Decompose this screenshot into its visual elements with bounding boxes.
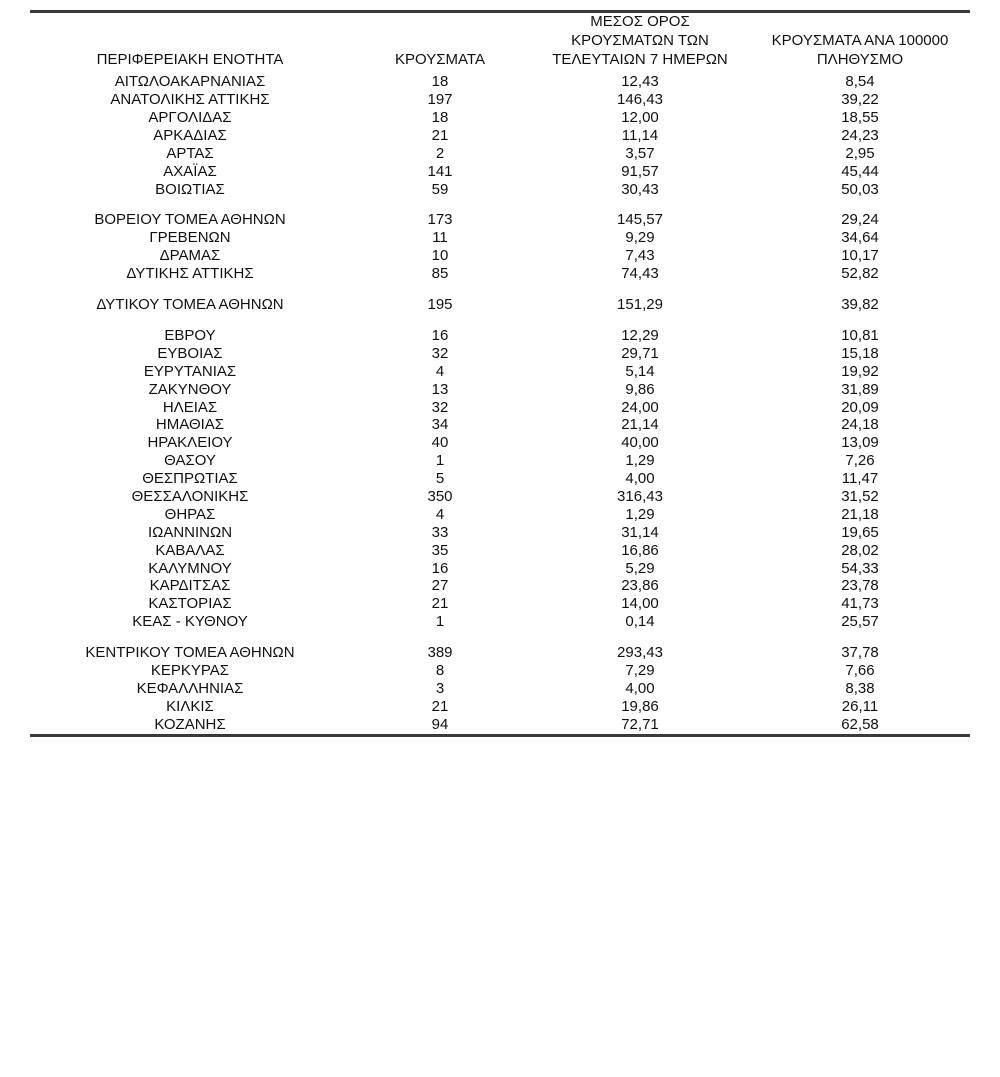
cell-avg7: 31,14	[621, 523, 659, 541]
cell-avg7: 23,86	[621, 577, 659, 595]
cell-per100k: 25,57	[841, 613, 879, 631]
cell-cases: 35	[431, 541, 449, 559]
table-body	[30, 73, 970, 733]
cell-region: ΚΕΝΤΡΙΚΟΥ ΤΟΜΕΑ ΑΘΗΝΩΝ	[85, 644, 295, 662]
cell-avg7: 19,86	[621, 697, 659, 715]
cell-avg7: 91,57	[621, 162, 659, 180]
cell-cases: 94	[431, 715, 449, 733]
cell-cases: 1	[435, 613, 445, 631]
table-row-spacer	[30, 198, 970, 211]
cell-per100k: 24,18	[841, 416, 879, 434]
table-row	[30, 524, 970, 542]
cell-region: ΒΟΙΩΤΙΑΣ	[155, 180, 225, 198]
cell-cases: 40	[431, 434, 449, 452]
table-row	[30, 127, 970, 145]
table-row	[30, 247, 970, 265]
cell-cases: 59	[431, 180, 449, 198]
cell-region: ΚΙΛΚΙΣ	[166, 697, 214, 715]
cell-avg7: 7,43	[625, 247, 655, 265]
cell-per100k: 15,18	[841, 344, 879, 362]
cell-cases: 10	[431, 247, 449, 265]
cell-region: ΑΙΤΩΛΟΑΚΑΡΝΑΝΙΑΣ	[114, 73, 266, 91]
table-row-spacer	[30, 314, 970, 327]
cell-region: ΑΧΑΪΑΣ	[163, 162, 217, 180]
cell-region: ΔΥΤΙΚΟΥ ΤΟΜΕΑ ΑΘΗΝΩΝ	[96, 296, 284, 314]
table-row	[30, 91, 970, 109]
cell-cases: 21	[431, 697, 449, 715]
cell-per100k: 31,89	[841, 380, 879, 398]
table-row	[30, 595, 970, 613]
cell-per100k: 54,33	[841, 559, 879, 577]
cell-avg7: 4,00	[625, 470, 655, 488]
cell-per100k: 20,09	[841, 398, 879, 416]
cell-avg7: 293,43	[617, 644, 663, 662]
cell-per100k: 2,95	[845, 144, 875, 162]
cell-region: ΚΑΛΥΜΝΟΥ	[148, 559, 232, 577]
spacer-cell	[30, 198, 970, 211]
cell-avg7: 7,29	[625, 661, 655, 679]
cell-per100k: 37,78	[841, 644, 879, 662]
cell-region: ΚΕΑΣ - ΚΥΘΝΟΥ	[132, 613, 248, 631]
cell-region: ΘΗΡΑΣ	[164, 505, 216, 523]
cell-region: ΑΡΚΑΔΙΑΣ	[153, 126, 227, 144]
cell-per100k: 11,47	[841, 470, 879, 488]
cell-cases: 32	[431, 344, 449, 362]
cell-cases: 18	[431, 109, 449, 127]
table-row-spacer	[30, 283, 970, 296]
cell-cases: 85	[431, 265, 449, 283]
cell-region: ΘΕΣΣΑΛΟΝΙΚΗΣ	[131, 487, 249, 505]
cell-avg7: 40,00	[621, 434, 659, 452]
cell-per100k: 7,66	[845, 661, 875, 679]
cell-per100k: 7,26	[845, 452, 875, 470]
cell-region: ΗΛΕΙΑΣ	[162, 398, 218, 416]
cell-per100k: 24,23	[841, 126, 879, 144]
cell-cases: 2	[435, 144, 445, 162]
cell-cases: 34	[431, 416, 449, 434]
cell-region: ΗΜΑΘΙΑΣ	[155, 416, 225, 434]
cell-region: ΙΩΑΝΝΙΝΩΝ	[147, 523, 233, 541]
cell-per100k: 10,81	[841, 326, 879, 344]
cell-region: ΚΟΖΑΝΗΣ	[154, 715, 226, 733]
cell-cases: 16	[431, 559, 449, 577]
cell-avg7: 145,57	[617, 211, 663, 229]
table-row	[30, 73, 970, 91]
table-row	[30, 381, 970, 399]
cell-region: ΕΥΒΟΙΑΣ	[157, 344, 223, 362]
cell-cases: 197	[427, 91, 453, 109]
table-row	[30, 363, 970, 381]
cell-cases: 195	[427, 296, 453, 314]
cell-avg7: 0,14	[625, 613, 655, 631]
table-row	[30, 506, 970, 524]
cell-avg7: 9,29	[625, 229, 655, 247]
column-header-cases: ΚΡΟΥΣΜΑΤΑ	[395, 50, 485, 68]
cell-avg7: 74,43	[621, 265, 659, 283]
cell-cases: 21	[431, 595, 449, 613]
cell-per100k: 10,17	[841, 247, 879, 265]
column-header-avg7-line2: ΚΡΟΥΣΜΑΤΩΝ ΤΩΝ	[571, 31, 709, 49]
table-row	[30, 577, 970, 595]
table-row	[30, 145, 970, 163]
cell-region: ΕΒΡΟΥ	[164, 326, 216, 344]
cell-per100k: 26,11	[841, 697, 879, 715]
cell-avg7: 316,43	[617, 487, 663, 505]
cell-per100k: 45,44	[841, 162, 879, 180]
cell-per100k: 52,82	[841, 265, 879, 283]
table-row	[30, 416, 970, 434]
cell-cases: 13	[431, 380, 449, 398]
cell-region: ΚΕΦΑΛΛΗΝΙΑΣ	[136, 679, 244, 697]
cell-cases: 4	[435, 362, 445, 380]
spacer-cell	[30, 314, 970, 327]
cell-cases: 350	[427, 487, 453, 505]
cell-avg7: 29,71	[621, 344, 659, 362]
table-row	[30, 181, 970, 199]
table-row	[30, 229, 970, 247]
cell-cases: 141	[427, 162, 453, 180]
table-row	[30, 163, 970, 181]
table-row	[30, 265, 970, 283]
cell-cases: 1	[435, 452, 445, 470]
table-row	[30, 109, 970, 127]
cell-avg7: 21,14	[621, 416, 659, 434]
table-row	[30, 542, 970, 560]
regional-cases-table	[30, 13, 970, 734]
cell-region: ΔΥΤΙΚΗΣ ΑΤΤΙΚΗΣ	[126, 265, 254, 283]
table-row-spacer	[30, 631, 970, 644]
table-row	[30, 488, 970, 506]
cell-region: ΖΑΚΥΝΘΟΥ	[148, 380, 232, 398]
cell-region: ΚΕΡΚΥΡΑΣ	[150, 661, 230, 679]
cell-avg7: 1,29	[625, 505, 655, 523]
column-header-avg7-line1: ΜΕΣΟΣ ΟΡΟΣ	[590, 13, 690, 30]
cell-cases: 5	[435, 470, 445, 488]
cell-cases: 3	[435, 679, 445, 697]
cell-region: ΑΡΤΑΣ	[166, 144, 214, 162]
cell-per100k: 50,03	[841, 180, 879, 198]
cell-per100k: 28,02	[841, 541, 879, 559]
cell-per100k: 39,82	[841, 296, 879, 314]
table-row	[30, 399, 970, 417]
table-row	[30, 613, 970, 631]
cell-cases: 33	[431, 523, 449, 541]
cell-avg7: 12,43	[621, 73, 659, 91]
cell-region: ΒΟΡΕΙΟΥ ΤΟΜΕΑ ΑΘΗΝΩΝ	[94, 211, 286, 229]
document-page	[0, 10, 1000, 1077]
table-row	[30, 345, 970, 363]
cell-per100k: 34,64	[841, 229, 879, 247]
cell-per100k: 39,22	[841, 91, 879, 109]
cell-avg7: 151,29	[617, 296, 663, 314]
cell-region: ΚΑΡΔΙΤΣΑΣ	[149, 577, 231, 595]
column-header-avg7-line3: ΤΕΛΕΥΤΑΙΩΝ 7 ΗΜΕΡΩΝ	[552, 50, 728, 68]
cell-cases: 32	[431, 398, 449, 416]
cell-cases: 11	[432, 229, 448, 247]
cell-region: ΔΡΑΜΑΣ	[159, 247, 221, 265]
cell-avg7: 16,86	[621, 541, 659, 559]
cell-avg7: 9,86	[625, 380, 655, 398]
table-row	[30, 296, 970, 314]
cell-cases: 8	[435, 661, 445, 679]
table-row	[30, 327, 970, 345]
cell-avg7: 12,29	[621, 326, 659, 344]
cell-per100k: 62,58	[841, 715, 879, 733]
cell-per100k: 19,65	[841, 523, 879, 541]
cell-region: ΚΑΒΑΛΑΣ	[155, 541, 225, 559]
cell-per100k: 41,73	[841, 595, 879, 613]
cell-avg7: 11,14	[621, 126, 659, 144]
table-row	[30, 662, 970, 680]
cell-cases: 27	[431, 577, 449, 595]
cell-cases: 18	[431, 73, 449, 91]
table-row	[30, 434, 970, 452]
cell-region: ΗΡΑΚΛΕΙΟΥ	[147, 434, 233, 452]
cell-per100k: 18,55	[841, 109, 879, 127]
table-header	[30, 13, 970, 73]
column-header-avg7	[530, 13, 750, 73]
cell-cases: 4	[435, 505, 445, 523]
cell-cases: 173	[427, 211, 453, 229]
cell-avg7: 30,43	[621, 180, 659, 198]
spacer-cell	[30, 631, 970, 644]
table-row	[30, 680, 970, 698]
cell-region: ΘΕΣΠΡΩΤΙΑΣ	[142, 470, 238, 488]
cell-cases: 16	[431, 326, 449, 344]
cell-avg7: 3,57	[625, 144, 655, 162]
cell-avg7: 24,00	[621, 398, 659, 416]
cell-avg7: 12,00	[621, 109, 659, 127]
cell-avg7: 1,29	[625, 452, 655, 470]
cell-per100k: 8,54	[845, 73, 875, 91]
cell-per100k: 31,52	[841, 487, 879, 505]
cell-per100k: 13,09	[841, 434, 879, 452]
table-row	[30, 211, 970, 229]
cell-avg7: 4,00	[625, 679, 655, 697]
table-header-row	[30, 13, 970, 73]
cell-cases: 389	[427, 644, 453, 662]
column-header-region: ΠΕΡΙΦΕΡΕΙΑΚΗ ΕΝΟΤΗΤΑ	[96, 50, 284, 68]
cell-per100k: 29,24	[841, 211, 879, 229]
cell-region: ΘΑΣΟΥ	[164, 452, 216, 470]
table-bottom-rule	[30, 734, 970, 737]
cell-region: ΕΥΡΥΤΑΝΙΑΣ	[143, 362, 237, 380]
column-header-per100k	[750, 13, 970, 73]
cell-region: ΓΡΕΒΕΝΩΝ	[149, 229, 231, 247]
cell-per100k: 23,78	[841, 577, 879, 595]
cell-per100k: 8,38	[845, 679, 875, 697]
cell-avg7: 72,71	[621, 715, 659, 733]
cell-region: ΑΡΓΟΛΙΔΑΣ	[148, 109, 232, 127]
cell-avg7: 5,29	[625, 559, 655, 577]
cell-per100k: 19,92	[841, 362, 879, 380]
column-header-per100k-line1: ΚΡΟΥΣΜΑΤΑ ΑΝΑ 100000	[771, 31, 949, 49]
cell-per100k: 21,18	[841, 505, 879, 523]
table-row	[30, 716, 970, 734]
cell-avg7: 5,14	[625, 362, 655, 380]
column-header-per100k-line2: ΠΛΗΘΥΣΜΟ	[816, 50, 904, 68]
cell-region: ΚΑΣΤΟΡΙΑΣ	[148, 595, 232, 613]
table-row	[30, 470, 970, 488]
cell-cases: 21	[431, 126, 449, 144]
cell-region: ΑΝΑΤΟΛΙΚΗΣ ΑΤΤΙΚΗΣ	[110, 91, 270, 109]
table-row	[30, 698, 970, 716]
table-row	[30, 644, 970, 662]
spacer-cell	[30, 283, 970, 296]
cell-avg7: 146,43	[617, 91, 663, 109]
table-row	[30, 560, 970, 578]
cell-avg7: 14,00	[621, 595, 659, 613]
table-row	[30, 452, 970, 470]
